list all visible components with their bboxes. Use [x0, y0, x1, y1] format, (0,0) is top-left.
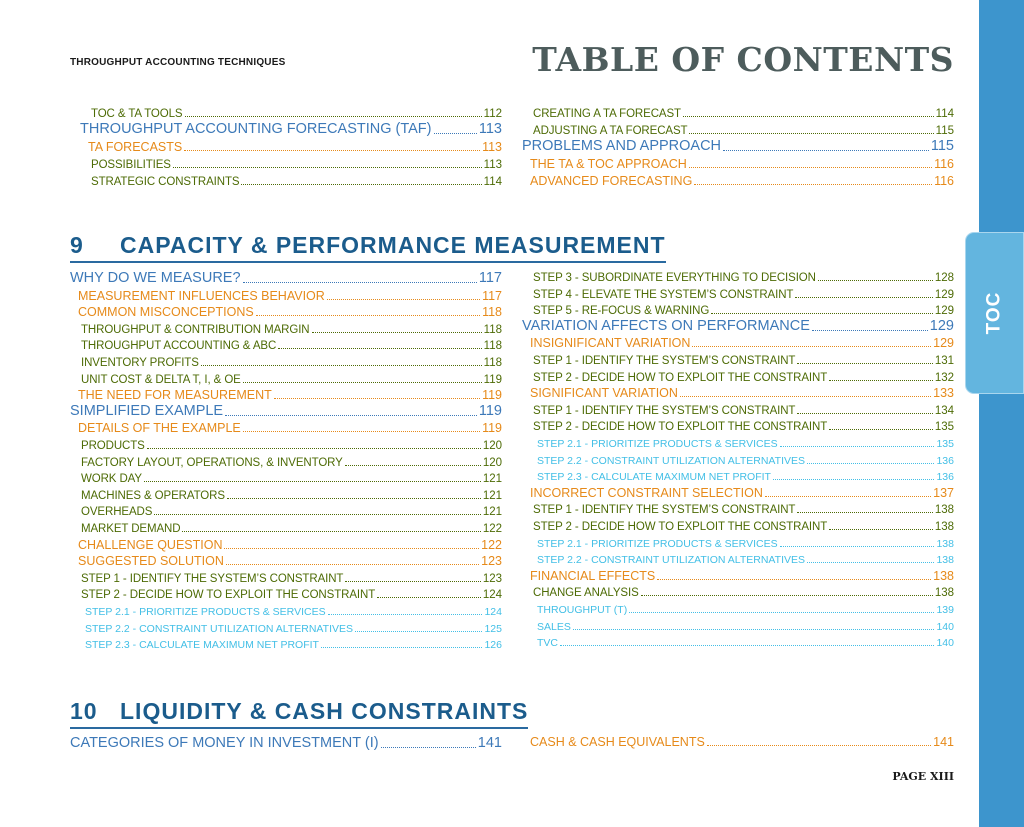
toc-entry-page: 138 [934, 587, 954, 600]
toc-entry-page: 113 [482, 140, 502, 154]
toc-entry-title: THROUGHPUT ACCOUNTING FORECASTING (TAF) [80, 121, 432, 137]
toc-entry[interactable] [70, 602, 502, 618]
toc-entry-title: THROUGHPUT ACCOUNTING & ABC [81, 340, 277, 353]
toc-entry[interactable] [70, 502, 502, 518]
toc-entry[interactable] [522, 155, 954, 171]
toc-entry-page: 133 [933, 386, 954, 401]
dot-leader [641, 591, 933, 596]
toc-entry-page: 118 [483, 340, 502, 353]
toc-entry[interactable] [522, 451, 954, 467]
dot-leader [243, 427, 480, 432]
toc-tab-label: TOC [983, 291, 1005, 335]
toc-entry[interactable] [522, 268, 954, 284]
toc-entry[interactable] [70, 287, 502, 303]
toc-entry[interactable] [522, 384, 954, 400]
toc-entry[interactable] [70, 635, 502, 651]
toc-entry-page: 115 [930, 138, 954, 154]
toc-entry-title: STEP 2.2 - CONSTRAINT UTILIZATION ALTERNATIVES [537, 554, 805, 567]
dot-leader [694, 180, 932, 185]
dot-leader [807, 558, 934, 563]
toc-entry[interactable] [70, 353, 502, 369]
toc-entry[interactable] [70, 552, 502, 568]
toc-entry-title: MEASUREMENT INFLUENCES BEHAVIOR [78, 288, 325, 303]
dot-leader [829, 525, 933, 530]
toc-entry-page: 124 [484, 606, 502, 618]
toc-entry[interactable] [522, 318, 954, 334]
toc-entry-title: CHANGE ANALYSIS [533, 587, 639, 600]
dot-leader [689, 129, 933, 134]
dot-leader [829, 425, 933, 430]
dot-leader [812, 326, 928, 331]
toc-entry-page: 136 [936, 471, 954, 484]
toc-entry-title: STEP 5 - RE-FOCUS & WARNING [533, 305, 710, 318]
toc-entry-page: 118 [482, 305, 502, 320]
toc-entry-page: 120 [482, 440, 502, 452]
toc-entry-title: STEP 2.3 - CALCULATE MAXIMUM NET PROFIT [537, 471, 771, 484]
toc-entry-page: 140 [936, 637, 954, 650]
toc-entry[interactable] [70, 320, 502, 336]
toc-entry[interactable] [70, 569, 502, 585]
toc-entry-title: DETAILS OF THE EXAMPLE [78, 421, 241, 436]
dot-leader [201, 361, 482, 366]
dot-leader [780, 442, 935, 447]
toc-entry[interactable] [80, 172, 502, 188]
toc-entry-page: 140 [936, 620, 954, 633]
dot-leader [182, 527, 480, 532]
toc-entry-title: THE NEED FOR MEASUREMENT [78, 388, 272, 403]
toc-entry-page: 112 [483, 108, 502, 120]
dot-leader [829, 376, 933, 381]
toc-entry[interactable] [522, 104, 954, 120]
dot-leader [780, 542, 935, 547]
toc-entry-title: SIGNIFICANT VARIATION [530, 386, 678, 401]
toc-entry-page: 141 [477, 735, 502, 751]
dot-leader [560, 641, 934, 646]
dot-leader [144, 477, 481, 482]
toc-entry-page: 131 [934, 355, 954, 367]
toc-entry-title: STEP 1 - IDENTIFY THE SYSTEM’S CONSTRAINT [533, 404, 796, 417]
toc-entry-page: 125 [484, 622, 502, 635]
dot-leader [377, 593, 481, 598]
toc-entry[interactable] [522, 617, 954, 633]
toc-entry-page: 129 [934, 305, 954, 318]
dot-leader [797, 508, 932, 513]
toc-entry-title: STEP 2 - DECIDE HOW TO EXPLOIT THE CONSTRAINT [533, 371, 828, 384]
toc-entry[interactable] [70, 585, 502, 601]
toc-entry[interactable] [522, 121, 954, 137]
dot-leader [226, 560, 479, 565]
toc-entry-title: PROBLEMS AND APPROACH [522, 138, 722, 154]
toc-entry-page: 141 [933, 735, 954, 749]
toc-entry[interactable] [522, 467, 954, 483]
toc-entry-page: 124 [482, 589, 502, 602]
toc-entry-page: 126 [484, 639, 502, 652]
toc-entry[interactable] [80, 155, 502, 171]
toc-entry-title: THROUGHPUT & CONTRIBUTION MARGIN [81, 323, 310, 336]
dot-leader [692, 342, 931, 347]
chapter-9-heading[interactable] [70, 232, 666, 263]
dot-leader [321, 643, 483, 648]
toc-entry[interactable] [522, 583, 954, 599]
toc-entry-title: VARIATION AFFECTS ON PERFORMANCE [522, 317, 810, 334]
toc-entry-title: STEP 2.1 - PRIORITIZE PRODUCTS & SERVICES [537, 537, 778, 550]
toc-entry-page: 114 [935, 108, 954, 120]
toc-entry-title: CASH & CASH EQUIVALENTS [530, 735, 705, 749]
toc-entry-title: STEP 4 - ELEVATE THE SYSTEM’S CONSTRAINT [533, 288, 794, 301]
dot-leader [147, 444, 481, 449]
toc-entry-page: 123 [482, 572, 502, 585]
page-title: TABLE OF CONTENTS [532, 40, 954, 79]
toc-entry-title: SIMPLIFIED EXAMPLE [70, 402, 224, 419]
toc-entry[interactable] [522, 567, 954, 583]
toc-entry-page: 120 [482, 456, 502, 469]
toc-entry-page: 113 [483, 159, 502, 171]
toc-entry-title: INCORRECT CONSTRAINT SELECTION [530, 485, 763, 500]
toc-entry[interactable] [70, 336, 502, 352]
toc-entry-page: 135 [934, 421, 954, 434]
toc-entry[interactable] [522, 500, 954, 516]
toc-entry-title: PRODUCTS [81, 440, 145, 452]
dot-leader [683, 112, 934, 117]
toc-entry[interactable] [522, 301, 954, 317]
toc-entry[interactable] [522, 517, 954, 533]
toc-entry[interactable] [522, 138, 954, 154]
toc-entry-page: 129 [933, 336, 954, 351]
dot-leader [274, 394, 480, 399]
toc-entry[interactable] [522, 351, 954, 367]
toc-entry[interactable] [80, 138, 502, 154]
dot-leader [227, 494, 481, 499]
toc-entry[interactable] [522, 550, 954, 566]
toc-entry-page: 138 [934, 521, 954, 533]
dot-leader [818, 276, 933, 281]
toc-entry-title: STEP 3 - SUBORDINATE EVERYTHING TO DECISION [533, 272, 816, 284]
toc-entry[interactable] [70, 403, 502, 419]
book-title: THROUGHPUT ACCOUNTING TECHNIQUES [70, 57, 286, 68]
dot-leader [243, 278, 477, 283]
toc-entry[interactable] [522, 285, 954, 301]
dot-leader [723, 146, 929, 151]
toc-entry[interactable] [522, 534, 954, 550]
toc-entry-title: STEP 2 - DECIDE HOW TO EXPLOIT THE CONSTRAINT [81, 589, 376, 602]
toc-entry-title: SALES [537, 620, 571, 633]
toc-entry-title: OVERHEADS [81, 506, 153, 519]
toc-entry-page: 116 [934, 157, 954, 171]
toc-entry-title: ADJUSTING A TA FORECAST [533, 125, 688, 137]
dot-leader [680, 392, 931, 397]
dot-leader [773, 475, 935, 480]
toc-entry-page: 137 [933, 485, 954, 500]
toc-entry[interactable] [522, 334, 954, 350]
dot-leader [765, 492, 931, 497]
toc-entry-page: 117 [478, 270, 502, 286]
toc-entry-page: 139 [936, 604, 954, 616]
toc-entry-title: CATEGORIES OF MONEY IN INVESTMENT (I) [70, 735, 379, 751]
toc-entry-page: 122 [481, 537, 502, 552]
chapter-10-heading[interactable] [70, 698, 528, 729]
toc-entry-title: THROUGHPUT (T) [537, 604, 628, 616]
toc-entry-page: 132 [934, 371, 954, 384]
toc-entry-page: 113 [478, 121, 502, 137]
dot-leader [243, 378, 482, 383]
toc-entry-title: COMMON MISCONCEPTIONS [78, 305, 254, 320]
toc-entry-page: 138 [934, 504, 954, 517]
chapter-9-number: 9 [70, 232, 84, 258]
toc-entry-title: FINANCIAL EFFECTS [530, 568, 656, 583]
toc-entry-page: 134 [934, 404, 954, 417]
toc-entry-page: 121 [482, 489, 502, 502]
dot-leader [327, 295, 480, 300]
toc-entry-title: UNIT COST & DELTA T, I, & OE [81, 373, 241, 386]
toc-entry-title: CREATING A TA FORECAST [533, 108, 681, 120]
toc-entry-page: 135 [936, 438, 954, 450]
toc-entry-page: 116 [934, 174, 954, 188]
toc-entry[interactable] [70, 386, 502, 402]
toc-entry[interactable] [70, 486, 502, 502]
toc-entry-title: POSSIBILITIES [91, 159, 171, 171]
toc-entry-title: TVC [537, 637, 558, 650]
toc-entry-title: STEP 2.3 - CALCULATE MAXIMUM NET PROFIT [85, 639, 319, 652]
toc-entry-page: 119 [482, 421, 502, 436]
toc-entry-title: STEP 2.2 - CONSTRAINT UTILIZATION ALTERNATIVES [85, 622, 353, 635]
dot-leader [797, 359, 932, 364]
toc-entry-page: 114 [483, 176, 502, 188]
toc-entry-page: 118 [483, 357, 502, 369]
toc-entry[interactable] [70, 453, 502, 469]
page-number: PAGE XIII [892, 770, 954, 783]
toc-entry-page: 119 [478, 402, 502, 419]
toc-entry-page: 128 [934, 272, 954, 284]
toc-entry[interactable] [70, 436, 502, 452]
dot-leader [797, 409, 932, 414]
toc-entry[interactable] [80, 104, 502, 120]
toc-entry-title: STEP 2.1 - PRIORITIZE PRODUCTS & SERVICES [85, 606, 326, 618]
toc-entry-title: STEP 2 - DECIDE HOW TO EXPLOIT THE CONSTRAINT [533, 521, 828, 533]
dot-leader [689, 163, 932, 168]
toc-entry[interactable] [80, 121, 502, 137]
toc-entry-title: STEP 2.1 - PRIORITIZE PRODUCTS & SERVICES [537, 438, 778, 450]
toc-entry-title: TA FORECASTS [88, 140, 183, 154]
dot-leader [224, 544, 479, 549]
chapter-9-title: CAPACITY & PERFORMANCE MEASUREMENT [120, 232, 666, 258]
dot-leader [345, 577, 480, 582]
toc-entry-title: STEP 2.2 - CONSTRAINT UTILIZATION ALTERNATIVES [537, 454, 805, 467]
toc-entry-page: 119 [482, 388, 502, 403]
dot-leader [225, 411, 477, 416]
toc-entry-page: 138 [936, 554, 954, 567]
dot-leader [573, 625, 935, 630]
chapter-10-title: LIQUIDITY & CASH CONSTRAINTS [120, 698, 529, 724]
dot-leader [807, 459, 934, 464]
toc-entry-title: ADVANCED FORECASTING [530, 174, 693, 188]
toc-entry-page: 118 [483, 323, 502, 336]
dot-leader [278, 344, 481, 349]
toc-entry[interactable] [522, 600, 954, 616]
toc-entry-page: 123 [481, 554, 502, 569]
toc-entry[interactable] [522, 172, 954, 188]
toc-entry[interactable] [70, 303, 502, 319]
toc-entry-title: THE TA & TOC APPROACH [530, 157, 687, 171]
toc-entry-title: CHALLENGE QUESTION [78, 537, 223, 552]
toc-entry[interactable] [522, 484, 954, 500]
toc-side-tab[interactable] [965, 232, 1024, 394]
toc-entry[interactable] [70, 536, 502, 552]
toc-entry[interactable] [70, 419, 502, 435]
dot-leader [381, 743, 476, 748]
toc-entry[interactable] [70, 519, 502, 535]
toc-entry-title: MACHINES & OPERATORS [81, 489, 225, 502]
dot-leader [657, 575, 931, 580]
toc-entry-title: STEP 2 - DECIDE HOW TO EXPLOIT THE CONSTRAINT [533, 421, 828, 434]
toc-entry-title: STEP 1 - IDENTIFY THE SYSTEM’S CONSTRAINT [533, 355, 796, 367]
toc-entry[interactable] [522, 417, 954, 433]
dot-leader [795, 293, 932, 298]
toc-entry[interactable] [522, 434, 954, 450]
side-strip [979, 0, 1024, 827]
dot-leader [707, 741, 931, 746]
toc-entry-page: 129 [929, 317, 954, 334]
toc-entry-title: SUGGESTED SOLUTION [78, 554, 224, 569]
dot-leader [345, 461, 481, 466]
toc-entry[interactable] [522, 733, 954, 749]
dot-leader [154, 510, 481, 515]
toc-entry-title: INVENTORY PROFITS [81, 357, 199, 369]
toc-entry-page: 121 [482, 506, 502, 519]
toc-entry-title: FACTORY LAYOUT, OPERATIONS, & INVENTORY [81, 456, 343, 469]
toc-entry-page: 138 [936, 537, 954, 550]
toc-entry[interactable] [70, 735, 502, 751]
toc-entry[interactable] [70, 469, 502, 485]
toc-entry-page: 121 [482, 473, 502, 486]
toc-entry-page: 129 [934, 288, 954, 301]
dot-leader [328, 610, 483, 615]
toc-entry-title: TOC & TA TOOLS [91, 108, 183, 120]
toc-entry-title: WORK DAY [81, 473, 142, 486]
chapter-10-number: 10 [70, 698, 98, 724]
dot-leader [629, 608, 934, 613]
toc-entry[interactable] [522, 401, 954, 417]
dot-leader [355, 627, 482, 632]
toc-entry-title: WHY DO WE MEASURE? [70, 270, 241, 286]
toc-entry-page: 138 [933, 568, 954, 583]
toc-entry[interactable] [70, 619, 502, 635]
dot-leader [184, 146, 480, 151]
toc-entry-title: STEP 1 - IDENTIFY THE SYSTEM’S CONSTRAINT [81, 572, 344, 585]
toc-entry[interactable] [522, 368, 954, 384]
dot-leader [434, 129, 477, 134]
toc-entry-page: 122 [482, 523, 502, 535]
toc-entry[interactable] [70, 270, 502, 286]
toc-entry-title: STRATEGIC CONSTRAINTS [91, 176, 240, 188]
toc-entry[interactable] [522, 633, 954, 649]
toc-entry-title: INSIGNIFICANT VARIATION [530, 336, 691, 351]
dot-leader [711, 309, 933, 314]
toc-entry-page: 136 [936, 454, 954, 467]
toc-entry-title: MARKET DEMAND [81, 523, 181, 535]
dot-leader [256, 311, 480, 316]
dot-leader [173, 163, 482, 168]
dot-leader [185, 112, 482, 117]
toc-entry-page: 119 [483, 373, 502, 386]
dot-leader [241, 180, 481, 185]
toc-entry[interactable] [70, 370, 502, 386]
toc-entry-title: STEP 1 - IDENTIFY THE SYSTEM’S CONSTRAINT [533, 504, 796, 517]
dot-leader [312, 328, 482, 333]
toc-entry-page: 117 [482, 288, 502, 303]
toc-entry-page: 115 [935, 125, 954, 137]
